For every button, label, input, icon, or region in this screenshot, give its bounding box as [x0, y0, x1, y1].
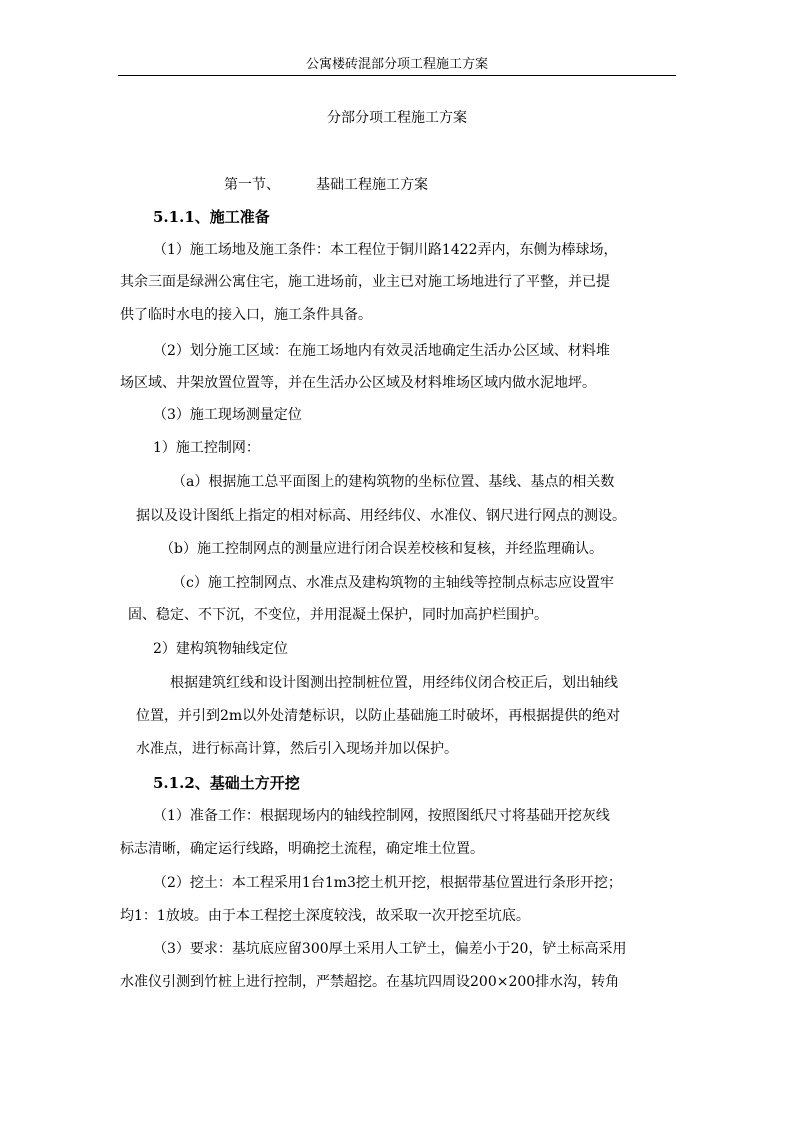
paragraph-line: （3）施工现场测量定位: [153, 407, 302, 423]
paragraph-line: 2）建构筑物轴线定位: [153, 641, 288, 657]
paragraph-line: （2）挖土：本工程采用1台1m3挖土机开挖，根据带基位置进行条形开挖；: [153, 875, 622, 891]
paragraph-line: 均1：1放坡。由于本工程挖土深度较浅，故采取一次开挖至坑底。: [120, 908, 530, 924]
paragraph-line: 水准点，进行标高计算，然后引入现场并加以保护。: [136, 741, 458, 757]
section-heading: [224, 175, 428, 195]
paragraph-line: 其余三面是绿洲公寓住宅，施工进场前，业主已对施工场地进行了平整，并已提: [120, 274, 610, 290]
paragraph-line: （c）施工控制网点、水准点及建构筑物的主轴线等控制点标志应设置牢: [172, 575, 614, 591]
paragraph-line: （1）施工场地及施工条件：本工程位于铜川路1422弄内，东侧为棒球场，: [153, 242, 618, 258]
paragraph-line: 供了临时水电的接入口，施工条件具备。: [120, 307, 372, 323]
section-title: 基础工程施工方案: [316, 177, 428, 193]
section-number: 第一节、: [224, 177, 280, 193]
subsection-heading: 5.1.2、基础土方开挖: [153, 774, 300, 792]
paragraph-line: （3）要求：基坑底应留300厚土采用人工铲土，偏差小于20，铲土标高采用: [153, 941, 627, 957]
paragraph-line: 固、稳定、不下沉，不变位，并用混凝土保护，同时加高护栏围护。: [128, 607, 548, 623]
document-title: 分部分项工程施工方案: [327, 110, 467, 126]
paragraph-line: 据以及设计图纸上指定的相对标高、用经纬仪、水准仪、钢尺进行网点的测设。: [136, 508, 626, 524]
paragraph-line: 标志清晰，确定运行线路，明确挖土流程，确定堆土位置。: [120, 841, 484, 857]
paragraph-line: 1）施工控制网：: [153, 440, 260, 456]
paragraph-line: （2）划分施工区域：在施工场地内有效灵活地确定生活办公区域、材料堆: [153, 343, 610, 359]
paragraph-line: （a）根据施工总平面图上的建构筑物的坐标位置、基线、基点的相关数: [172, 474, 615, 490]
paragraph-line: （1）准备工作：根据现场内的轴线控制网，按照图纸尺寸将基础开挖灰线: [153, 808, 610, 824]
paragraph-line: 场区域、井架放置位置等，并在生活办公区域及材料堆场区域内做水泥地坪。: [120, 375, 596, 391]
header-title: 公寓楼砖混部分项工程施工方案: [305, 57, 488, 72]
paragraph-line: 根据建筑红线和设计图测出控制桩位置，用经纬仪闭合校正后，划出轴线: [170, 675, 618, 691]
subsection-heading: 5.1.1、施工准备: [153, 208, 270, 226]
paragraph-line: （b）施工控制网点的测量应进行闭合误差校核和复核，并经监理确认。: [160, 541, 603, 557]
paragraph-line: 位置，并引到2m以外处清楚标识，以防止基础施工时破坏，再根据提供的绝对: [136, 708, 621, 724]
header-divider: [118, 75, 676, 76]
paragraph-line: 水准仪引测到竹桩上进行控制，严禁超挖。在基坑四周设200×200排水沟，转角: [120, 974, 620, 990]
